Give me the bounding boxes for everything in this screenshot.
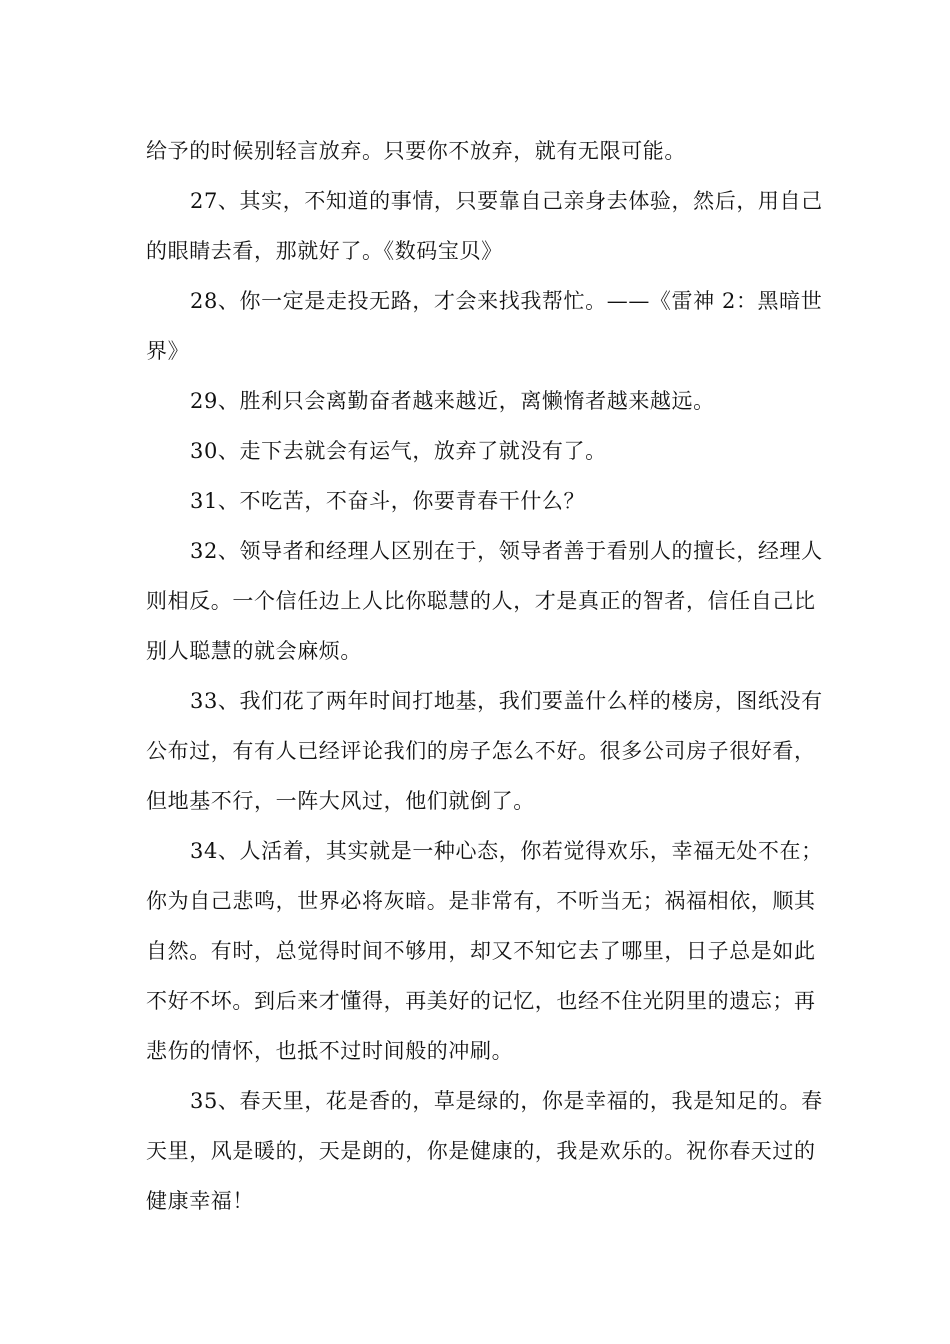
document-body (146, 126, 836, 1226)
paragraph-29: 29、胜利只会离勤奋者越来越近，离懒惰者越来越远。 (190, 389, 715, 413)
paragraph-34: 34、人活着，其实就是一种心态，你若觉得欢乐，幸福无处不在；你为自己悲鸣，世界必将灰暗。是非常有，不听当无；祸福相依，顺其自然。有时，总觉得时间不够用，却又不知它去了哪里，日子总是如此不好不坏。到后来才懂得，再美好的记忆，也经不住光阴里的遗忘；再悲伤的情怀，也抵不过时间般的冲刷。 (146, 839, 823, 1063)
paragraph-33: 33、我们花了两年时间打地基，我们要盖什么样的楼房，图纸没有公布过，有有人已经评论我们的房子怎么不好。很多公司房子很好看，但地基不行，一阵大风过，他们就倒了。 (146, 689, 823, 813)
paragraph-31: 31、不吃苦，不奋斗，你要青春干什么？ (190, 489, 586, 513)
paragraph-30: 30、走下去就会有运气，放弃了就没有了。 (190, 439, 607, 463)
paragraph-continuation: 给予的时候别轻言放弃。只要你不放弃，就有无限可能。 (146, 139, 686, 163)
paragraph-32: 32、领导者和经理人区别在于，领导者善于看别人的擅长，经理人则相反。一个信任边上人比你聪慧的人，才是真正的智者，信任自己比别人聪慧的就会麻烦。 (146, 539, 823, 663)
paragraph-27: 27、其实，不知道的事情，只要靠自己亲身去体验，然后，用自己的眼睛去看，那就好了。《数码宝贝》 (146, 189, 823, 263)
paragraph-28: 28、你一定是走投无路，才会来找我帮忙。——《雷神 2：黑暗世界》 (146, 289, 823, 363)
paragraph-35: 35、春天里，花是香的，草是绿的，你是幸福的，我是知足的。春天里，风是暖的，天是朗的，你是健康的，我是欢乐的。祝你春天过的健康幸福！ (146, 1089, 823, 1213)
